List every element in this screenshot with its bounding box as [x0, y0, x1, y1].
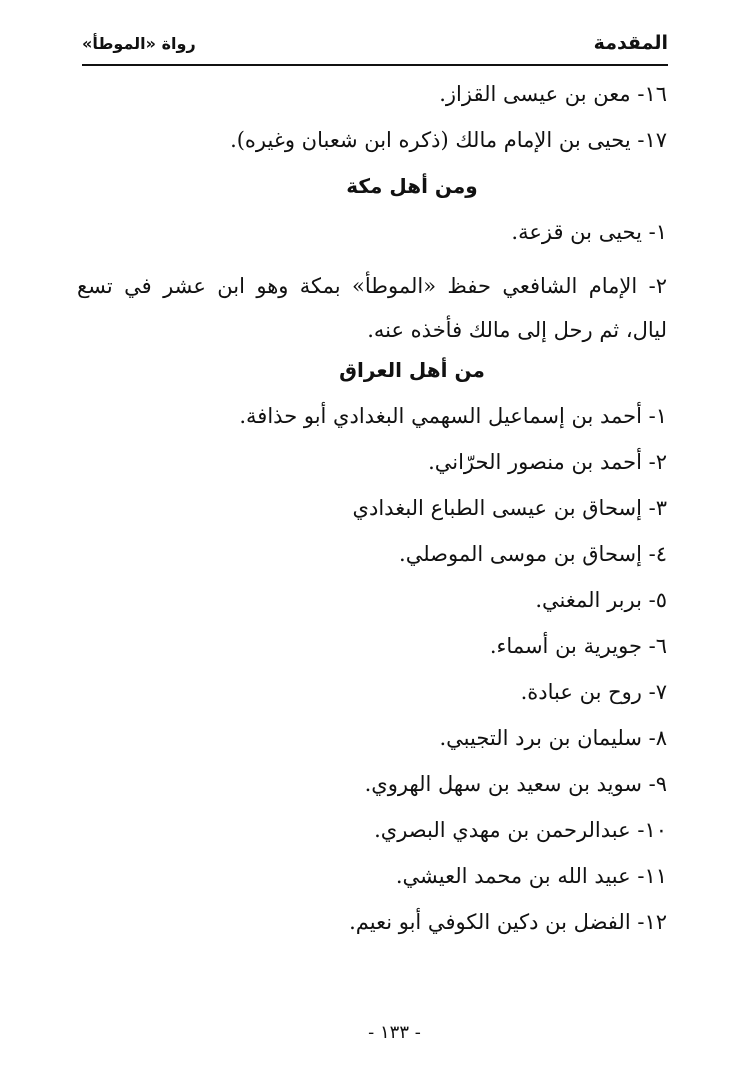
- list-item: ١٢- الفضل بن دكين الكوفي أبو نعيم.: [349, 910, 667, 934]
- list-item: ٧- روح بن عبادة.: [520, 680, 667, 704]
- running-header: [82, 30, 668, 66]
- page-number-footer: [0, 1022, 749, 1043]
- section-heading-iraq: من أهل العراق: [339, 358, 485, 382]
- page-body: [77, 80, 667, 954]
- header-section-title: المقدمة: [593, 32, 668, 54]
- list-item: ١- أحمد بن إسماعيل السهمي البغدادي أبو حذافة.: [239, 404, 667, 428]
- list-item: ٦- جويرية بن أسماء.: [489, 634, 667, 658]
- page-number: - ١٣٣ -: [368, 1022, 421, 1043]
- list-item: ٥- بربر المغني.: [535, 588, 667, 612]
- list-item: ١٦- معن بن عيسى القزاز.: [439, 82, 667, 106]
- list-item: ٨- سليمان بن برد التجيبي.: [439, 726, 667, 750]
- list-item: ٢- الإمام الشافعي حفظ «الموطأ» بمكة وهو ابن عشر في تسع ليال، ثم رحل إلى مالك فأخذه عنه.: [77, 274, 667, 342]
- list-item: ١١- عبيد الله بن محمد العيشي.: [395, 864, 667, 888]
- list-item: ٣- إسحاق بن عيسى الطباع البغدادي: [352, 496, 667, 520]
- header-book-title: رواة «الموطأ»: [82, 34, 196, 53]
- list-item: ١٧- يحيى بن الإمام مالك (ذكره ابن شعبان وغيره).: [230, 128, 667, 152]
- list-item: ١٠- عبدالرحمن بن مهدي البصري.: [374, 818, 667, 842]
- list-item: ٩- سويد بن سعيد بن سهل الهروي.: [364, 772, 667, 796]
- list-item: ٤- إسحاق بن موسى الموصلي.: [399, 542, 667, 566]
- list-item: ١- يحيى بن قزعة.: [511, 220, 667, 244]
- list-item: ٢- أحمد بن منصور الحرّاني.: [428, 450, 667, 474]
- section-heading-makkah: ومن أهل مكة: [346, 174, 478, 198]
